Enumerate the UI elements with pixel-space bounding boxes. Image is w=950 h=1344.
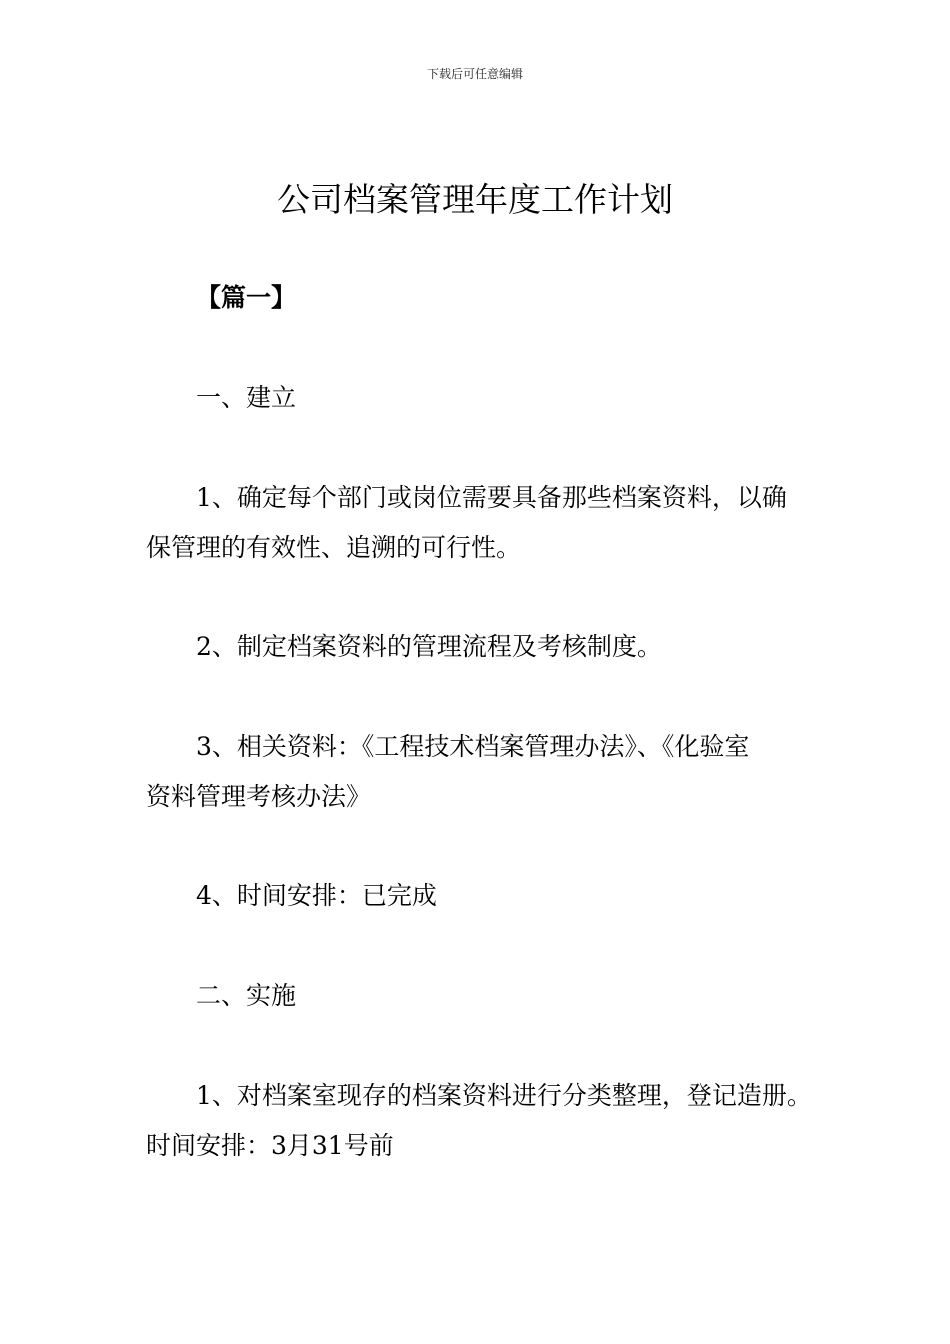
list-item: 2、制定档案资料的管理流程及考核制度。 xyxy=(196,632,662,661)
list-item: 4、时间安排：已完成 xyxy=(196,881,437,910)
heading-establish: 一、建立 xyxy=(196,383,297,412)
section-tag: 【篇一】 xyxy=(196,283,297,312)
list-item xyxy=(146,1071,846,1171)
list-item-line: 时间安排：3月31号前 xyxy=(146,1131,394,1160)
list-item xyxy=(146,473,836,573)
heading-implement: 二、实施 xyxy=(196,981,297,1010)
document-title: 公司档案管理年度工作计划 xyxy=(277,180,673,219)
header-note: 下载后可任意编辑 xyxy=(426,67,523,81)
list-item-line: 3、相关资料：《工程技术档案管理办法》、《化验室 xyxy=(196,732,750,761)
list-item-line: 1、确定每个部门或岗位需要具备那些档案资料，以确 xyxy=(196,483,787,512)
list-item-line: 保管理的有效性、追溯的可行性。 xyxy=(146,533,522,562)
list-item xyxy=(146,722,836,822)
list-item-line: 资料管理考核办法》 xyxy=(146,782,372,811)
list-item-line: 1、对档案室现存的档案资料进行分类整理，登记造册。 xyxy=(196,1081,812,1110)
